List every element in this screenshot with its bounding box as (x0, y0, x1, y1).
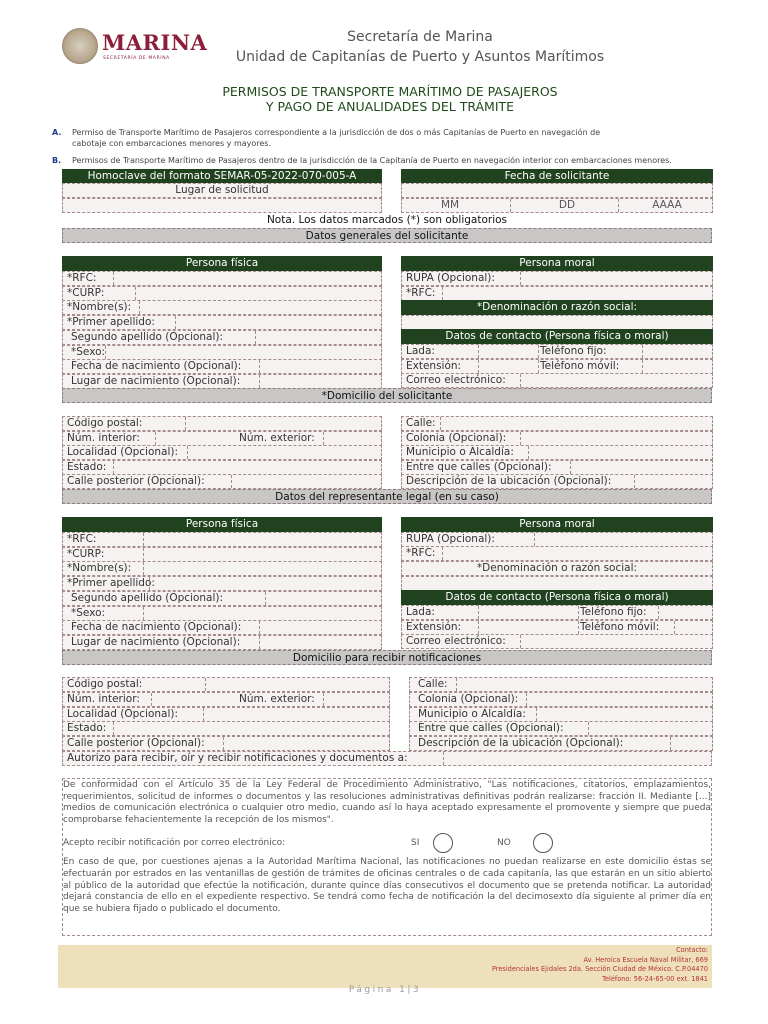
localidad-label: Localidad (Opcional): (67, 708, 179, 720)
notif-municipio-field[interactable] (409, 707, 713, 722)
rep-denominacion-field[interactable] (401, 576, 713, 591)
representante-fisica-row[interactable] (62, 532, 382, 547)
num-int-label: Núm. interior: (67, 432, 140, 444)
solicitante-fisica-row[interactable] (62, 345, 382, 360)
dom-calle-field[interactable] (401, 416, 713, 431)
notificacion-aviso-box (62, 778, 712, 936)
dom-cp-field[interactable] (62, 416, 382, 431)
representante-fisica-row[interactable] (62, 547, 382, 562)
option-a-text: Permiso de Transporte Marítimo de Pasajeros correspondiente a la jurisdicción de dos o más Capitanías de Puerto en navegación de (72, 128, 601, 137)
extension-label: Extensión: (406, 621, 462, 633)
cp-label: Código postal: (67, 417, 143, 429)
field-label: *RFC: (67, 272, 97, 284)
solicitante-fisica-row[interactable] (62, 271, 382, 286)
tel-fijo-label: Teléfono fijo: (580, 606, 647, 618)
tel-movil-label: Teléfono móvil: (540, 360, 620, 372)
logo-subtitle: SECRETARÍA DE MARINA (103, 56, 170, 61)
solicitante-moral-rfc-field[interactable] (401, 286, 713, 301)
field-label: Segundo apellido (Opcional): (71, 591, 224, 604)
option-a-text-cont: cabotaje con embarcaciones menores y mayores. (72, 139, 272, 148)
header-unidad: Unidad de Capitanías de Puerto y Asuntos Marítimos (235, 49, 605, 65)
descripcion-label: Descripción de la ubicación (Opcional): (418, 737, 624, 749)
estado-label: Estado: (67, 722, 107, 734)
no-radio[interactable] (533, 833, 553, 853)
page-number: Página 1|3 (348, 985, 422, 995)
fecha-aaaa: AAAA (652, 199, 682, 211)
rep-denominacion-label: *Denominación o razón social: (401, 561, 713, 576)
rep-lada-row[interactable] (401, 605, 713, 620)
datos-generales-header: Datos generales del solicitante (62, 228, 712, 243)
num-int-label: Núm. interior: (67, 693, 140, 705)
calle-posterior-label: Calle posterior (Opcional): (67, 737, 205, 749)
logo-name: MARINA (102, 30, 208, 55)
notif-cp-field[interactable] (62, 677, 390, 692)
field-label: Segundo apellido (Opcional): (71, 330, 224, 343)
field-label: *Sexo: (71, 345, 106, 358)
autorizo-field[interactable] (62, 751, 712, 766)
option-b (52, 155, 732, 166)
field-label: *Nombre(s): (67, 562, 132, 575)
si-label: SI (411, 838, 420, 849)
lugar-solicitud-label: Lugar de solicitud (62, 183, 382, 198)
homoclave-header: Homoclave del formato SEMAR-05-2022-070-005-A (62, 169, 382, 184)
solicitante-denominacion-header: *Denominación o razón social: (401, 300, 713, 315)
footer-address-1: Av. Heroica Escuela Naval Militar, 669 (583, 955, 708, 964)
notif-num-field[interactable] (62, 692, 390, 707)
rfc-label: *RFC: (406, 287, 436, 299)
field-label: *CURP: (67, 286, 105, 299)
num-ext-label: Núm. exterior: (239, 693, 315, 705)
notif-estado-field[interactable] (62, 721, 390, 736)
field-label: Fecha de nacimiento (Opcional): (71, 621, 242, 634)
fecha-solicitante-header: Fecha de solicitante (401, 169, 713, 184)
colonia-label: Colonia (Opcional): (406, 432, 507, 444)
field-label: Lugar de nacimiento (Opcional): (71, 374, 241, 387)
rep-contacto-header: Datos de contacto (Persona física o moral) (401, 590, 713, 605)
rep-moral-rfc-field[interactable] (401, 546, 713, 561)
dom-num-field[interactable] (62, 431, 382, 446)
entre-calles-label: Entre que calles (Opcional): (406, 461, 552, 473)
solicitante-fisica-row[interactable] (62, 359, 382, 374)
solicitante-contacto-header: Datos de contacto (Persona física o moral) (401, 329, 713, 344)
field-label: Lugar de nacimiento (Opcional): (71, 635, 241, 648)
representante-moral-header: Persona moral (401, 517, 713, 532)
dom-municipio-field[interactable] (401, 445, 713, 460)
colonia-label: Colonia (Opcional): (418, 693, 519, 705)
representante-fisica-row[interactable] (62, 561, 382, 576)
rupa-label: RUPA (Opcional): (406, 533, 495, 545)
header-secretaria: Secretaría de Marina (347, 29, 493, 45)
notif-colonia-field[interactable] (409, 692, 713, 707)
field-label: *Primer apellido: (67, 577, 155, 590)
si-radio[interactable] (433, 833, 453, 853)
solicitante-denominacion-field[interactable] (401, 315, 713, 330)
solicitante-extension-row[interactable] (401, 359, 713, 374)
option-a (52, 127, 732, 149)
correo-label: Correo electrónico: (406, 374, 506, 386)
dom-descripcion-field[interactable] (401, 474, 713, 489)
notif-calle-field[interactable] (409, 677, 713, 692)
national-seal-icon (62, 28, 98, 64)
calle-label: Calle: (406, 417, 436, 429)
rupa-label: RUPA (Opcional): (406, 272, 495, 284)
fecha-format-row (401, 198, 713, 213)
descripcion-label: Descripción de la ubicación (Opcional): (406, 475, 612, 487)
estrados-text: En caso de que, por cuestiones ajenas a la Autoridad Marítima Nacional, las notificaciones no puedan realizarse en este domicilio éstas se efectuarán por estrados en las ventanillas de gestión de trámites de oficinas centrales o de cada capitanía, las que estarán en un sitio abierto al público de la autoridad que efectúe la notificación, durante quince días consecutivos el documento que se pretenda notificar. La autoridad dejará constancia de ello en el expediente respectivo. Se tendrá como fecha de notificación la del decimosexto día siguiente al primer día en que se hubiera fijado o publicado el documento. (63, 857, 711, 914)
tel-fijo-label: Teléfono fijo: (540, 345, 607, 357)
municipio-label: Municipio o Alcaldía: (418, 708, 526, 720)
notif-descripcion-field[interactable] (409, 736, 713, 751)
solicitante-lada-row[interactable] (401, 344, 713, 359)
nota-obligatorios: Nota. Los datos marcados (*) son obligatorios (266, 214, 508, 226)
cp-label: Código postal: (67, 678, 143, 690)
dom-colonia-field[interactable] (401, 431, 713, 446)
dom-calle-posterior-field[interactable] (62, 474, 382, 489)
representante-fisica-row[interactable] (62, 635, 382, 650)
footer-contact-band (58, 945, 712, 988)
footer-phone: Teléfono: 56-24-65-00 ext. 1841 (602, 974, 708, 983)
localidad-label: Localidad (Opcional): (67, 446, 179, 458)
solicitante-fisica-row[interactable] (62, 315, 382, 330)
lada-label: Lada: (406, 345, 435, 357)
notif-localidad-field[interactable] (62, 707, 390, 722)
dom-entre-calles-field[interactable] (401, 460, 713, 475)
marina-logo (62, 28, 208, 68)
rep-rupa-field[interactable] (401, 532, 713, 547)
domicilio-notificaciones-header: Domicilio para recibir notificaciones (62, 650, 712, 665)
calle-posterior-label: Calle posterior (Opcional): (67, 475, 205, 487)
dom-estado-field[interactable] (62, 460, 382, 475)
document-title-line2: Y PAGO DE ANUALIDADES DEL TRÁMITE (265, 99, 515, 114)
document-title-line1: PERMISOS DE TRANSPORTE MARÍTIMO DE PASAJEROS (222, 84, 558, 99)
extension-label: Extensión: (406, 360, 462, 372)
field-label: Fecha de nacimiento (Opcional): (71, 360, 242, 373)
field-label: *CURP: (67, 547, 105, 560)
solicitante-rupa-field[interactable] (401, 271, 713, 286)
fecha-mm: MM (440, 199, 460, 211)
fecha-input-row[interactable] (401, 183, 713, 198)
correo-label: Correo electrónico: (406, 635, 506, 647)
lugar-solicitud-field[interactable] (62, 198, 382, 213)
tel-movil-label: Teléfono móvil: (580, 621, 660, 633)
solicitante-fisica-row[interactable] (62, 286, 382, 301)
fecha-dd: DD (558, 199, 576, 211)
rfc-label: *RFC: (406, 547, 436, 559)
field-label: *Nombre(s): (67, 301, 132, 314)
estado-label: Estado: (67, 461, 107, 473)
solicitante-fisica-row[interactable] (62, 330, 382, 345)
rep-extension-row[interactable] (401, 620, 713, 635)
autorizo-label: Autorizo para recibir, oír y recibir notificaciones y documentos a: (67, 752, 408, 764)
representante-fisica-header: Persona física (62, 517, 382, 532)
field-label: *RFC: (67, 533, 97, 545)
representante-header: Datos del representante legal (en su caso) (62, 489, 712, 504)
field-label: *Primer apellido: (67, 316, 155, 329)
rep-correo-row[interactable] (401, 634, 713, 649)
domicilio-solicitante-header: *Domicilio del solicitante (62, 388, 712, 403)
field-label: *Sexo: (71, 606, 106, 619)
dom-localidad-field[interactable] (62, 445, 382, 460)
calle-label: Calle: (418, 678, 448, 690)
num-ext-label: Núm. exterior: (239, 432, 315, 444)
notif-entre-calles-field[interactable] (409, 721, 713, 736)
representante-fisica-row[interactable] (62, 620, 382, 635)
solicitante-fisica-header: Persona física (62, 256, 382, 271)
representante-fisica-row[interactable] (62, 591, 382, 606)
option-b-letter: B. (52, 156, 62, 165)
representante-fisica-row[interactable] (62, 606, 382, 621)
footer-contacto: Contacto: (676, 946, 708, 954)
footer-address-2: Presidenciales Ejidales 2da. Sección Ciudad de México. C.P.04470 (491, 965, 708, 974)
representante-fisica-row[interactable] (62, 576, 382, 591)
acepto-label: Acepto recibir notificación por correo electrónico: (63, 838, 286, 849)
entre-calles-label: Entre que calles (Opcional): (418, 722, 564, 734)
solicitante-fisica-row[interactable] (62, 374, 382, 389)
notif-calle-posterior-field[interactable] (62, 736, 390, 751)
articulo-35-text: De conformidad con el Artículo 35 de la Ley Federal de Procedimiento Administrativo, "Las notificaciones, citatorios, emplazamientos, requerimientos, solicitud de informes o documentos y las resoluciones administrativas definitivas podrán realizarse: fracción II. Mediante [...] medios de comunicación electrónica o cualquier otro medio, cuando así lo haya aceptado expresamente el promovente y siempre que pueda comprobarse fehacientemente la recepción de los mismos". (63, 780, 711, 825)
solicitante-correo-row[interactable] (401, 373, 713, 388)
acepto-row (63, 831, 711, 857)
municipio-label: Municipio o Alcaldía: (406, 446, 514, 458)
lada-label: Lada: (406, 606, 435, 618)
solicitante-moral-header: Persona moral (401, 256, 713, 271)
solicitante-fisica-row[interactable] (62, 300, 382, 315)
option-a-letter: A. (52, 128, 62, 137)
no-label: NO (497, 838, 511, 849)
option-b-text: Permisos de Transporte Marítimo de Pasajeros dentro de la jurisdicción de la Capitanía de Puerto en navegación interior con embarcaciones menores. (72, 156, 672, 165)
